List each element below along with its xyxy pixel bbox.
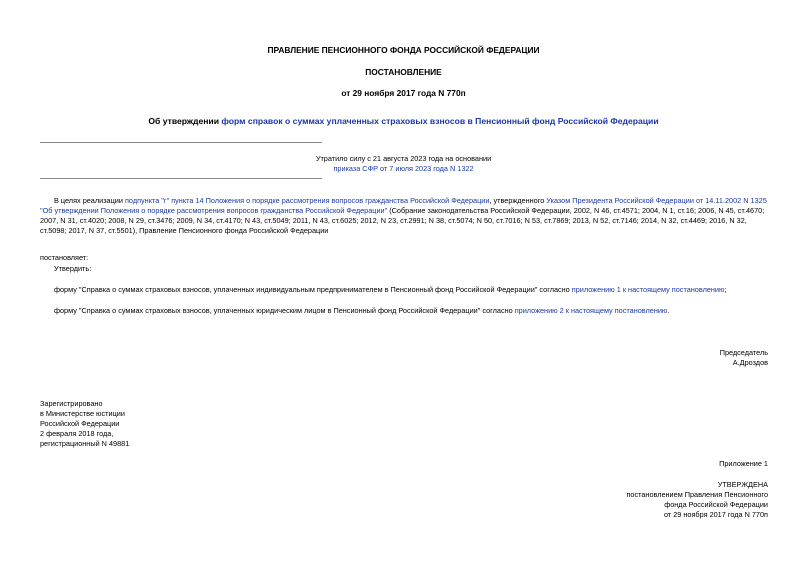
signature-name: А.Дроздов: [732, 358, 768, 368]
preamble-text-1: В целях реализации: [54, 196, 125, 205]
approval-heading: УТВЕРЖДЕНА: [717, 480, 768, 489]
approval-line-2: фонда Российской Федерации: [664, 500, 768, 510]
title-link[interactable]: форм справок о суммах уплаченных страховых взносов в Пенсионный фонд Российской Федерации: [221, 116, 659, 126]
registration-line-4: 2 февраля 2018 года,: [40, 429, 114, 439]
approval-stamp-block: [470, 480, 768, 520]
item1-text: форму "Справка о суммах страховых взносов, уплаченных индивидуальным предпринимателем в Пенсионный фонд Российской Федерации" согласно: [54, 285, 572, 294]
approved-form-item-1: [40, 285, 768, 295]
appendix-label: Приложение 1: [719, 459, 768, 468]
status-note: [250, 154, 557, 174]
appendix-1-link[interactable]: приложению 1 к настоящему постановлению: [571, 285, 725, 294]
document-date-number: от 29 ноября 2017 года N 770п: [341, 88, 466, 98]
registration-line-1: Зарегистрировано: [40, 399, 103, 408]
status-note-text: Утратило силу с 21 августа 2023 года на основании: [315, 154, 492, 163]
item2-end: .: [667, 306, 670, 315]
signature-role: Председатель: [719, 348, 768, 357]
preamble-paragraph: [40, 196, 768, 236]
registration-line-3: Российской Федерации: [40, 419, 120, 429]
preamble-link-subparagraph[interactable]: подпункта "г" пункта 14 Положения о порядке рассмотрения вопросов гражданства Российской Федерации: [124, 196, 490, 205]
document-title: [40, 116, 767, 128]
approval-line-1: постановлением Правления Пенсионного: [626, 490, 768, 500]
registration-block: [40, 399, 340, 449]
preamble-link-decree[interactable]: Указом Президента Российской Федерации от 14.11.2002 N 1325 "Об утверждении Положения о порядке рассмотрения вопросов гражданства Российской Федерации": [40, 196, 767, 216]
status-note-link[interactable]: приказа СФР от 7 июля 2023 года N 1322: [333, 164, 474, 174]
top-divider: [40, 142, 322, 143]
registration-line-2: в Министерстве юстиции: [40, 409, 125, 419]
approve-line: Утвердить:: [54, 264, 92, 273]
document-type: ПОСТАНОВЛЕНИЕ: [365, 67, 442, 77]
title-prefix: Об утверждении: [148, 116, 222, 126]
preamble-text-2: , утвержденного: [489, 196, 547, 205]
resolves-line: постановляет:: [40, 253, 89, 262]
approved-form-item-2: [40, 306, 768, 316]
appendix-2-link[interactable]: приложению 2 к настоящему постановлению: [514, 306, 668, 315]
item1-end: ;: [724, 285, 727, 294]
signature-block: [470, 348, 768, 368]
preamble-text-3: (Собрание законодательства Российской Федерации, 2002, N 46, ст.4571; 2004, N 1, ст.16; 2006, N 45, ст.4670; 2007, N 31, ст.4020; 2008, N 29, ст.3476; 2009, N 34, ст.4170; N 43, ст.5049; 2011, N 43, ст.6025; 2012, N 23, ст.2991; N 38, ст.5074; N 50, ст.7016; N 53, ст.7869; 2013, N 52, ст.7146; 2014, N 32, ст.4469; 2016, N 32, ст.5098; 2017, N 37, ст.5501), Правление Пенсионного фонда Российской Федерации: [40, 206, 765, 236]
item2-text: форму "Справка о суммах страховых взносов, уплаченных юридическим лицом в Пенсионный фонд Российской Федерации" согласно: [54, 306, 515, 315]
organization-header: ПРАВЛЕНИЕ ПЕНСИОННОГО ФОНДА РОССИЙСКОЙ ФЕДЕРАЦИИ: [267, 45, 540, 55]
registration-line-5: регистрационный N 49881: [40, 439, 130, 449]
approval-line-3: от 29 ноября 2017 года N 770п: [663, 510, 768, 520]
bottom-divider: [40, 178, 322, 179]
